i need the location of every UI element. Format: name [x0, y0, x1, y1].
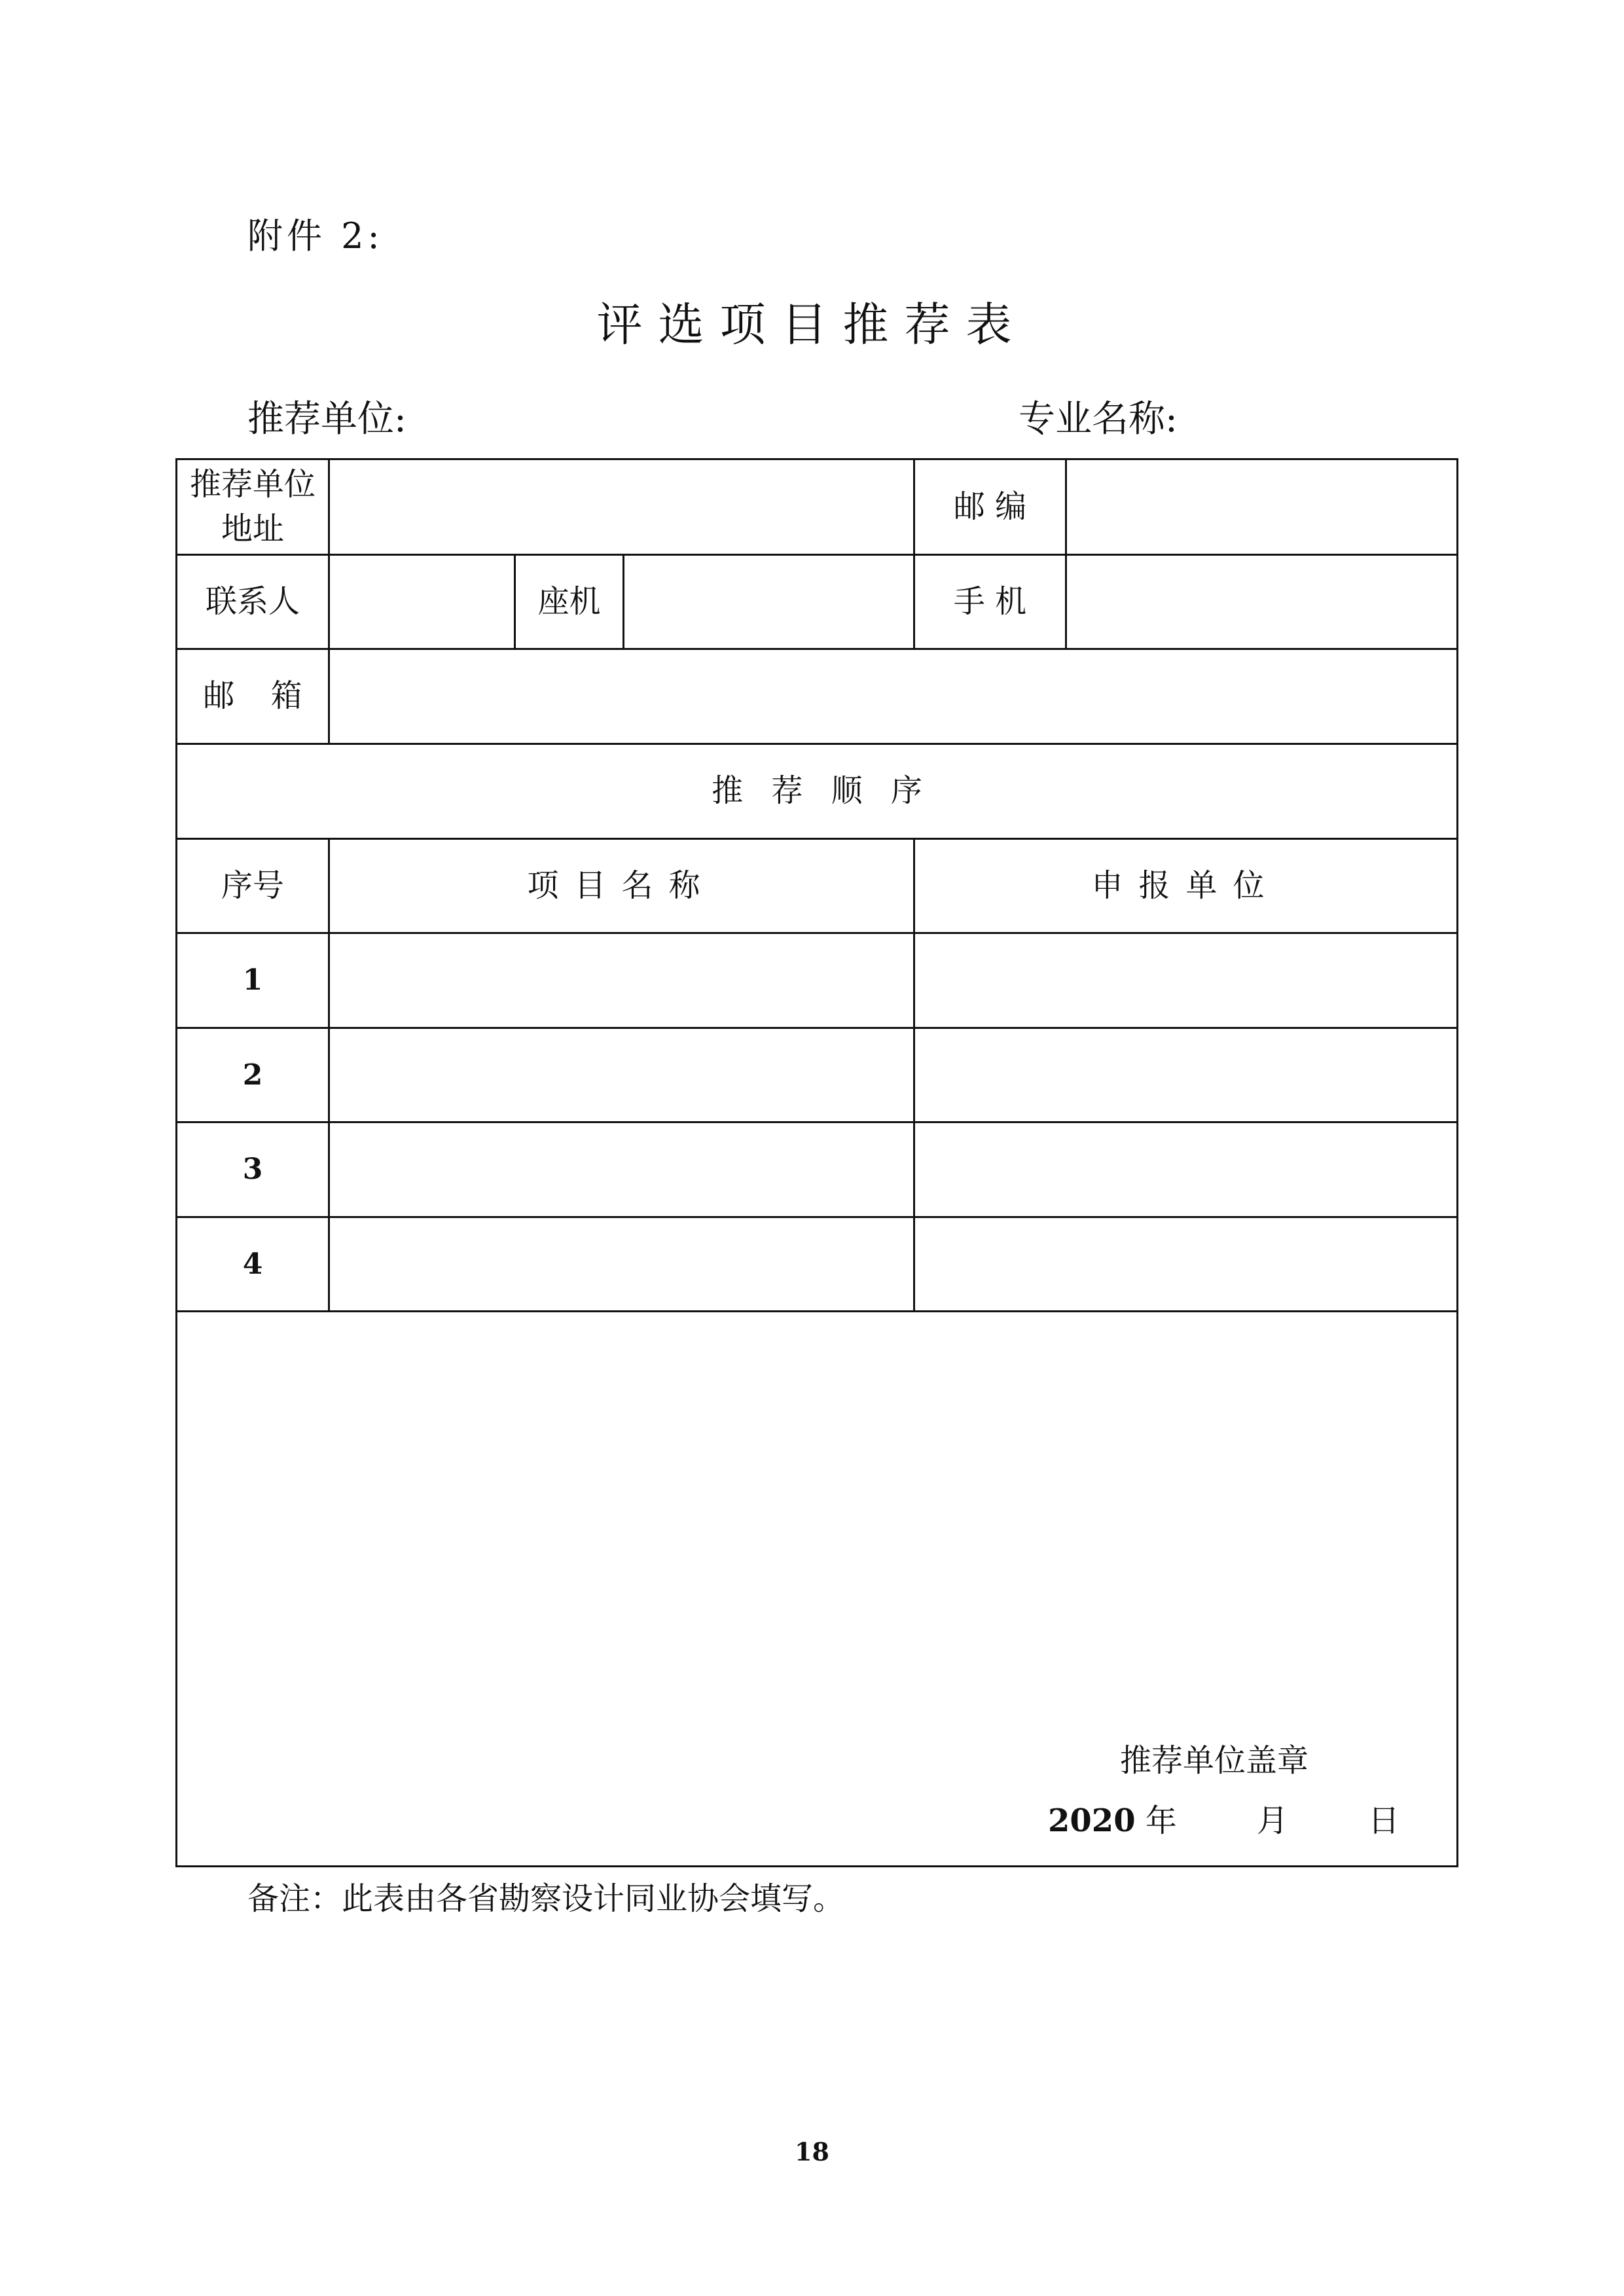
row-number: 3 — [242, 1153, 263, 1187]
project-name-field[interactable] — [330, 1029, 913, 1121]
col-header-unit: 申报单位 — [1091, 867, 1280, 904]
col-header-seq: 序号 — [221, 867, 284, 904]
project-name-field[interactable] — [330, 1123, 913, 1216]
date-units: 年 月 日 — [1135, 1803, 1399, 1839]
row-number: 2 — [242, 1058, 263, 1092]
contact-label: 联系人 — [205, 583, 300, 620]
contact-field[interactable] — [330, 556, 514, 648]
email-label: 邮 箱 — [203, 677, 302, 715]
landline-label: 座机 — [537, 583, 601, 620]
page-title: 评选项目推荐表 — [596, 298, 1028, 351]
project-name-field[interactable] — [330, 1218, 913, 1310]
email-field[interactable] — [330, 650, 1456, 743]
row-divider — [177, 1310, 1456, 1312]
specialty-name-header: 专业名称: — [1019, 398, 1178, 440]
recommending-unit-header: 推荐单位: — [247, 398, 406, 440]
date-line — [1048, 1795, 1399, 1840]
col-header-project: 项目名称 — [527, 867, 716, 904]
row-number: 1 — [242, 963, 263, 997]
applicant-unit-field[interactable] — [915, 934, 1456, 1027]
postcode-label: 邮 编 — [953, 488, 1027, 525]
attachment-label: 附件 2: — [247, 215, 384, 257]
applicant-unit-field[interactable] — [915, 1029, 1456, 1121]
mobile-label: 手 机 — [953, 583, 1027, 620]
footnote: 备注：此表由各省勘察设计同业协会填写。 — [247, 1880, 845, 1917]
date-year: 2020 — [1048, 1803, 1136, 1839]
page-number: 18 — [795, 2137, 829, 2166]
project-name-field[interactable] — [330, 934, 913, 1027]
stamp-label: 推荐单位盖章 — [1120, 1742, 1309, 1779]
applicant-unit-field[interactable] — [915, 1123, 1456, 1216]
recommendation-order-heading: 推 荐 顺 序 — [712, 772, 922, 810]
address-label: 推荐单位 地址 — [189, 466, 316, 547]
row-number: 4 — [242, 1247, 263, 1281]
landline-field[interactable] — [624, 556, 913, 648]
address-field[interactable] — [330, 460, 913, 554]
postcode-field[interactable] — [1067, 460, 1456, 554]
applicant-unit-field[interactable] — [915, 1218, 1456, 1310]
recommendation-form — [175, 458, 1458, 1867]
mobile-field[interactable] — [1067, 556, 1456, 648]
